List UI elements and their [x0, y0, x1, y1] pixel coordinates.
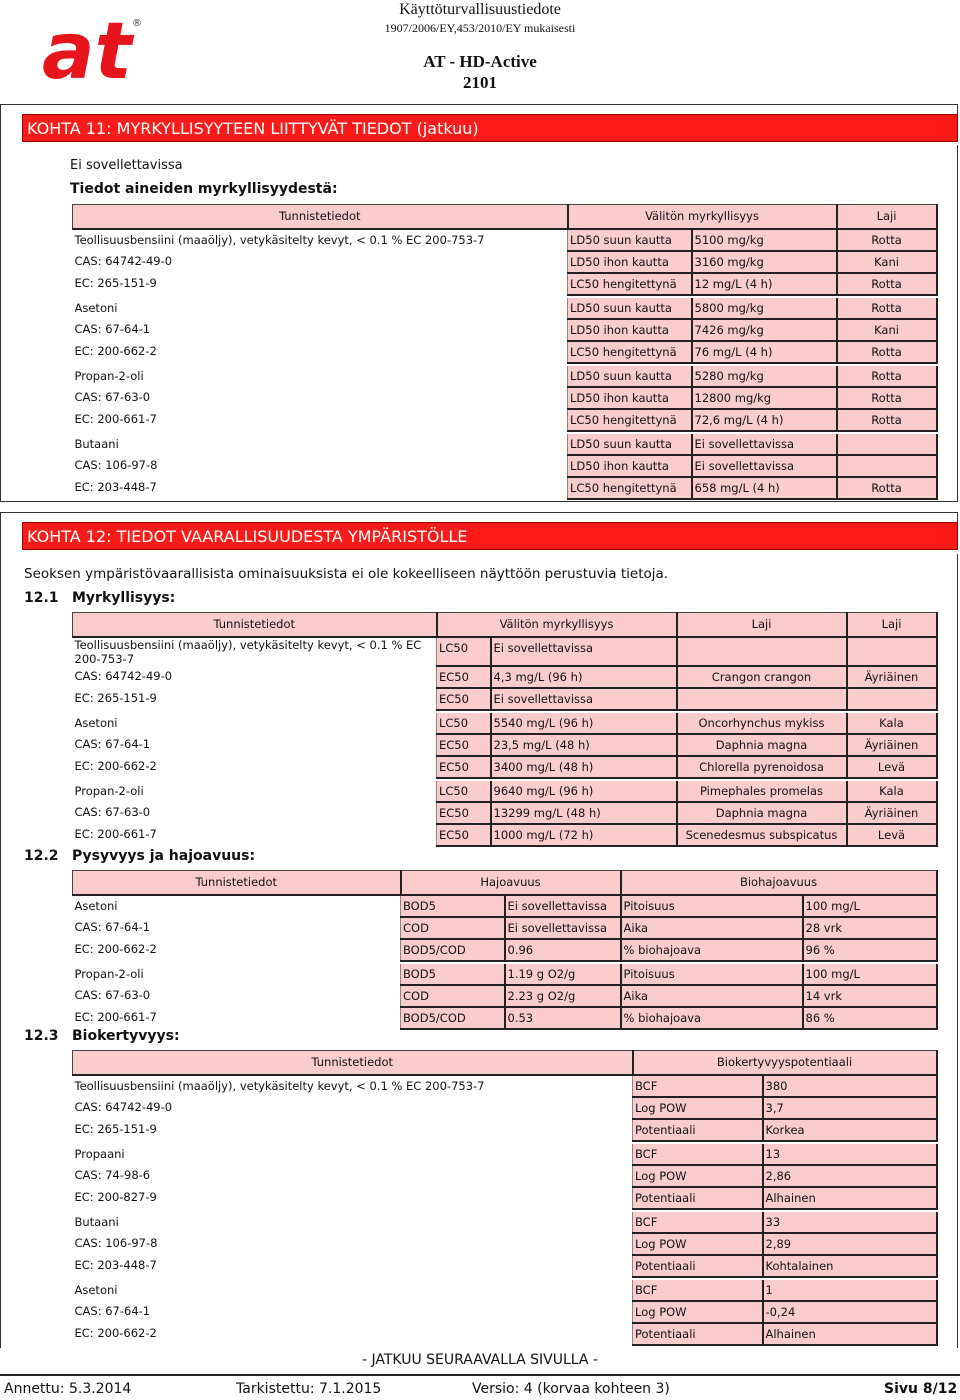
degradability-value: 0.53 — [505, 1007, 621, 1029]
table-row — [73, 1280, 937, 1301]
table-row — [73, 917, 937, 939]
ecotoxicity-table — [72, 612, 938, 847]
biodegradability-value: 28 vrk — [803, 917, 937, 939]
test-value: 76 mg/L (4 h) — [692, 341, 837, 363]
species — [837, 455, 937, 477]
substance-id: EC: 200-661-7 — [74, 826, 157, 841]
degradability-value: 2.23 g O2/g — [505, 985, 621, 1007]
bioaccumulation-value: 13 — [763, 1144, 937, 1165]
subsection-12-3-label: Biokertyvyys: — [72, 1028, 180, 1044]
col-header: Laji — [847, 613, 937, 637]
test-value: 7426 mg/kg — [692, 319, 837, 341]
bioaccumulation-param: Log POW — [633, 1097, 763, 1119]
table-row — [73, 734, 937, 756]
table-row — [73, 1144, 937, 1165]
test-type: EC50 — [437, 756, 491, 778]
substance-id: Teollisuusbensiini (maaöljy), vetykäsitelty kevyt, < 0.1 % EC 200-753-7 — [74, 232, 485, 247]
table-row — [73, 387, 937, 409]
substance-id: EC: 265-151-9 — [74, 690, 157, 705]
test-type: LC50 hengitettynä — [568, 409, 692, 431]
species: Chlorella pyrenoidosa — [677, 756, 847, 778]
substance-id: CAS: 67-64-1 — [74, 1303, 151, 1318]
biodegradability-value: 100 mg/L — [803, 964, 937, 985]
substance-id: Asetoni — [74, 1282, 118, 1297]
organism-type: Äyriäinen — [847, 666, 937, 688]
test-value: Ei sovellettavissa — [491, 688, 677, 710]
substance-id: CAS: 67-64-1 — [74, 736, 151, 751]
substance-id: Teollisuusbensiini (maaöljy), vetykäsitelty kevyt, < 0.1 % EC 200-753-7 — [74, 1078, 485, 1093]
test-value: 658 mg/L (4 h) — [692, 477, 837, 499]
substance-id: Teollisuusbensiini (maaöljy), vetykäsitelty kevyt, < 0.1 % EC 200-753-7 — [74, 637, 422, 666]
substance-id: Propan-2-oli — [74, 368, 144, 383]
bioaccumulation-value: -0,24 — [763, 1301, 937, 1323]
table-row — [73, 409, 937, 431]
biodegradability-value: 14 vrk — [803, 985, 937, 1007]
table-row — [73, 985, 937, 1007]
species — [677, 688, 847, 710]
test-type: LD50 ihon kautta — [568, 251, 692, 273]
substance-id: Asetoni — [74, 898, 118, 913]
substance-id: EC: 200-662-2 — [74, 941, 157, 956]
test-type: LD50 ihon kautta — [568, 387, 692, 409]
bioaccumulation-value: 380 — [763, 1075, 937, 1097]
degradability-value: Ei sovellettavissa — [505, 895, 621, 917]
test-value: Ei sovellettavissa — [692, 434, 837, 455]
test-type: LD50 suun kautta — [568, 298, 692, 319]
bioaccumulation-param: Potentiaali — [633, 1255, 763, 1277]
col-header: Biokertyvyyspotentiaali — [633, 1051, 937, 1075]
test-type: LC50 — [437, 781, 491, 802]
substance-id: EC: 203-448-7 — [74, 1257, 157, 1272]
section12-title: KOHTA 12: TIEDOT VAARALLISUUDESTA YMPÄRISTÖLLE — [22, 522, 958, 550]
table-row — [73, 713, 937, 734]
table-row — [73, 939, 937, 961]
degradability-param: BOD5/COD — [401, 1007, 505, 1029]
substance-id: Propan-2-oli — [74, 966, 144, 981]
bioaccumulation-value: Kohtalainen — [763, 1255, 937, 1277]
table-row — [73, 1075, 937, 1097]
table-row — [73, 477, 937, 499]
substance-id: CAS: 74-98-6 — [74, 1167, 151, 1182]
test-value: 5540 mg/L (96 h) — [491, 713, 677, 734]
degradability-param: COD — [401, 985, 505, 1007]
table-row — [73, 319, 937, 341]
bioaccumulation-value: 2,86 — [763, 1165, 937, 1187]
biodegradability-param: % biohajoava — [621, 1007, 803, 1029]
table-row — [73, 1323, 937, 1345]
test-type: EC50 — [437, 824, 491, 846]
species: Rotta — [837, 229, 937, 251]
organism-type: Äyriäinen — [847, 734, 937, 756]
substance-id: EC: 200-661-7 — [74, 411, 157, 426]
table-row — [73, 895, 937, 917]
substance-id: CAS: 67-63-0 — [74, 987, 151, 1002]
table-row — [73, 1007, 937, 1029]
organism-type: Levä — [847, 756, 937, 778]
col-header: Tunnistetiedot — [73, 205, 568, 229]
species: Rotta — [837, 366, 937, 387]
table-row — [73, 1233, 937, 1255]
col-header: Hajoavuus — [401, 871, 621, 895]
footer-issued: Annettu: 5.3.2014 — [4, 1381, 132, 1397]
degradability-value: 1.19 g O2/g — [505, 964, 621, 985]
substance-id: CAS: 64742-49-0 — [74, 1099, 173, 1114]
regulation: 1907/2006/EY,453/2010/EY mukaisesti — [384, 21, 576, 35]
degradability-value: 0.96 — [505, 939, 621, 961]
continues-note: - JATKUU SEURAAVALLA SIVULLA - — [361, 1352, 598, 1368]
table-row — [73, 229, 937, 251]
table-row — [73, 455, 937, 477]
species: Daphnia magna — [677, 802, 847, 824]
organism-type — [847, 688, 937, 710]
table-row — [73, 756, 937, 778]
species: Scenedesmus subspicatus — [677, 824, 847, 846]
test-value: 12 mg/L (4 h) — [692, 273, 837, 295]
bioaccumulation-param: Potentiaali — [633, 1187, 763, 1209]
test-type: EC50 — [437, 688, 491, 710]
bioaccumulation-param: Log POW — [633, 1233, 763, 1255]
table-row — [73, 366, 937, 387]
substance-id: Asetoni — [74, 300, 118, 315]
substance-id: CAS: 67-64-1 — [74, 919, 151, 934]
bioaccumulation-param: BCF — [633, 1212, 763, 1233]
table-row — [73, 1255, 937, 1277]
substance-id: EC: 203-448-7 — [74, 479, 157, 494]
subsection-12-2-num: 12.2 — [24, 848, 59, 864]
doc-title: Käyttöturvallisuustiedote — [399, 1, 561, 18]
test-type: EC50 — [437, 734, 491, 756]
table-row — [73, 1119, 937, 1141]
bioaccumulation-value: 1 — [763, 1280, 937, 1301]
table-row — [73, 781, 937, 802]
bioaccumulation-value: 33 — [763, 1212, 937, 1233]
biodegradability-param: Aika — [621, 985, 803, 1007]
test-value: 4,3 mg/L (96 h) — [491, 666, 677, 688]
test-value: 1000 mg/L (72 h) — [491, 824, 677, 846]
test-value: 72,6 mg/L (4 h) — [692, 409, 837, 431]
substance-id: EC: 265-151-9 — [74, 1121, 157, 1136]
table-row — [73, 666, 937, 688]
table-row — [73, 1301, 937, 1323]
substance-id: CAS: 106-97-8 — [74, 1235, 158, 1250]
col-header: Välitön myrkyllisyys — [437, 613, 677, 637]
degradability-value: Ei sovellettavissa — [505, 917, 621, 939]
bioaccumulation-param: BCF — [633, 1280, 763, 1301]
table-row — [73, 298, 937, 319]
registered-mark: ® — [132, 18, 142, 29]
organism-type: Äyriäinen — [847, 802, 937, 824]
test-type: LC50 — [437, 713, 491, 734]
bioaccumulation-value: 3,7 — [763, 1097, 937, 1119]
species: Rotta — [837, 298, 937, 319]
degradability-param: COD — [401, 917, 505, 939]
col-header: Laji — [837, 205, 937, 229]
species: Oncorhynchus mykiss — [677, 713, 847, 734]
subsection-12-3-num: 12.3 — [24, 1028, 59, 1044]
footer-reviewed: Tarkistettu: 7.1.2015 — [236, 1381, 382, 1397]
col-header: Tunnistetiedot — [73, 1051, 633, 1075]
organism-type: Kala — [847, 713, 937, 734]
test-value: 3160 mg/kg — [692, 251, 837, 273]
test-type: LC50 hengitettynä — [568, 273, 692, 295]
test-type: EC50 — [437, 802, 491, 824]
test-type: LD50 suun kautta — [568, 366, 692, 387]
species — [837, 434, 937, 455]
section11-subtitle: Tiedot aineiden myrkyllisyydestä: — [70, 181, 338, 197]
substance-id: Asetoni — [74, 715, 118, 730]
degradability-param: BOD5 — [401, 895, 505, 917]
substance-id: EC: 200-662-2 — [74, 1325, 157, 1340]
biodegradability-param: % biohajoava — [621, 939, 803, 961]
test-value: 23,5 mg/L (48 h) — [491, 734, 677, 756]
test-value: 5280 mg/kg — [692, 366, 837, 387]
biodegradability-param: Pitoisuus — [621, 964, 803, 985]
table-row — [73, 434, 937, 455]
organism-type: Levä — [847, 824, 937, 846]
bioaccumulation-value: Korkea — [763, 1119, 937, 1141]
test-value: Ei sovellettavissa — [692, 455, 837, 477]
table-row — [73, 802, 937, 824]
section11-not-applicable: Ei sovellettavissa — [70, 158, 183, 173]
substance-id: EC: 200-662-2 — [74, 343, 157, 358]
species: Rotta — [837, 477, 937, 499]
col-header: Välitön myrkyllisyys — [568, 205, 837, 229]
bioaccumulation-value: Alhainen — [763, 1187, 937, 1209]
table-row — [73, 1097, 937, 1119]
substance-id: EC: 200-661-7 — [74, 1009, 157, 1024]
substance-id: CAS: 106-97-8 — [74, 457, 158, 472]
species: Kani — [837, 251, 937, 273]
bioaccumulation-table — [72, 1050, 938, 1346]
species: Rotta — [837, 341, 937, 363]
substance-id: Propaani — [74, 1146, 125, 1161]
test-value: 3400 mg/L (48 h) — [491, 756, 677, 778]
biodegradability-value: 100 mg/L — [803, 895, 937, 917]
bioaccumulation-value: 2,89 — [763, 1233, 937, 1255]
table-row — [73, 964, 937, 985]
table-row — [73, 824, 937, 846]
test-type: LC50 hengitettynä — [568, 341, 692, 363]
test-value: 13299 mg/L (48 h) — [491, 802, 677, 824]
biodegradability-value: 86 % — [803, 1007, 937, 1029]
species: Rotta — [837, 387, 937, 409]
bioaccumulation-param: BCF — [633, 1144, 763, 1165]
persistence-table — [72, 870, 938, 1030]
bioaccumulation-value: Alhainen — [763, 1323, 937, 1345]
test-value: 5800 mg/kg — [692, 298, 837, 319]
test-value: 9640 mg/L (96 h) — [491, 781, 677, 802]
test-type: LD50 ihon kautta — [568, 455, 692, 477]
col-header: Tunnistetiedot — [73, 613, 437, 637]
table-row — [73, 1165, 937, 1187]
table-row — [73, 637, 937, 666]
substance-id: EC: 200-827-9 — [74, 1189, 157, 1204]
table-row — [73, 273, 937, 295]
table-row — [73, 1212, 937, 1233]
degradability-param: BOD5/COD — [401, 939, 505, 961]
bioaccumulation-param: Potentiaali — [633, 1119, 763, 1141]
biodegradability-param: Aika — [621, 917, 803, 939]
test-type: LC50 hengitettynä — [568, 477, 692, 499]
bioaccumulation-param: Log POW — [633, 1165, 763, 1187]
footer-rule — [0, 1374, 960, 1376]
bioaccumulation-param: Potentiaali — [633, 1323, 763, 1345]
substance-id: EC: 200-662-2 — [74, 758, 157, 773]
subsection-12-2-label: Pysyvyys ja hajoavuus: — [72, 848, 256, 864]
subsection-12-1-num: 12.1 — [24, 590, 59, 606]
subsection-12-1-label: Myrkyllisyys: — [72, 590, 176, 606]
col-header: Laji — [677, 613, 847, 637]
col-header: Tunnistetiedot — [73, 871, 401, 895]
species: Rotta — [837, 273, 937, 295]
bioaccumulation-param: BCF — [633, 1075, 763, 1097]
substance-id: CAS: 64742-49-0 — [74, 253, 173, 268]
degradability-param: BOD5 — [401, 964, 505, 985]
section11-title: KOHTA 11: MYRKYLLISYYTEEN LIITTYVÄT TIEDOT (jatkuu) — [22, 114, 958, 142]
substance-id: Butaani — [74, 436, 119, 451]
test-type: LD50 suun kautta — [568, 229, 692, 251]
logo-text: at — [42, 10, 132, 85]
organism-type — [847, 637, 937, 666]
biodegradability-param: Pitoisuus — [621, 895, 803, 917]
test-value: 5100 mg/kg — [692, 229, 837, 251]
species — [677, 637, 847, 666]
species: Pimephales promelas — [677, 781, 847, 802]
section12-intro: Seoksen ympäristövaarallisista ominaisuuksista ei ole kokeelliseen näyttöön perustuvia tietoja. — [24, 566, 669, 582]
substance-id: CAS: 67-63-0 — [74, 389, 151, 404]
substance-id: CAS: 64742-49-0 — [74, 668, 173, 683]
test-value: 12800 mg/kg — [692, 387, 837, 409]
test-type: EC50 — [437, 666, 491, 688]
substance-id: Propan-2-oli — [74, 783, 144, 798]
test-type: LC50 — [437, 637, 491, 666]
species: Kani — [837, 319, 937, 341]
table-row — [73, 251, 937, 273]
substance-id: Butaani — [74, 1214, 119, 1229]
table-row — [73, 1187, 937, 1209]
species: Daphnia magna — [677, 734, 847, 756]
substance-id: CAS: 67-64-1 — [74, 321, 151, 336]
test-type: LD50 suun kautta — [568, 434, 692, 455]
bioaccumulation-param: Log POW — [633, 1301, 763, 1323]
organism-type: Kala — [847, 781, 937, 802]
test-type: LD50 ihon kautta — [568, 319, 692, 341]
table-row — [73, 341, 937, 363]
biodegradability-value: 96 % — [803, 939, 937, 961]
species: Crangon crangon — [677, 666, 847, 688]
substance-id: EC: 265-151-9 — [74, 275, 157, 290]
product-code: 2101 — [463, 73, 497, 92]
table-row — [73, 688, 937, 710]
test-value: Ei sovellettavissa — [491, 637, 677, 666]
acute-toxicity-table — [72, 204, 938, 500]
substance-id: CAS: 67-63-0 — [74, 804, 151, 819]
footer-version: Versio: 4 (korvaa kohteen 3) — [472, 1381, 670, 1397]
product-name: AT - HD-Active — [423, 52, 537, 71]
col-header: Biohajoavuus — [621, 871, 937, 895]
footer-page: Sivu 8/12 — [884, 1381, 958, 1397]
species: Rotta — [837, 409, 937, 431]
